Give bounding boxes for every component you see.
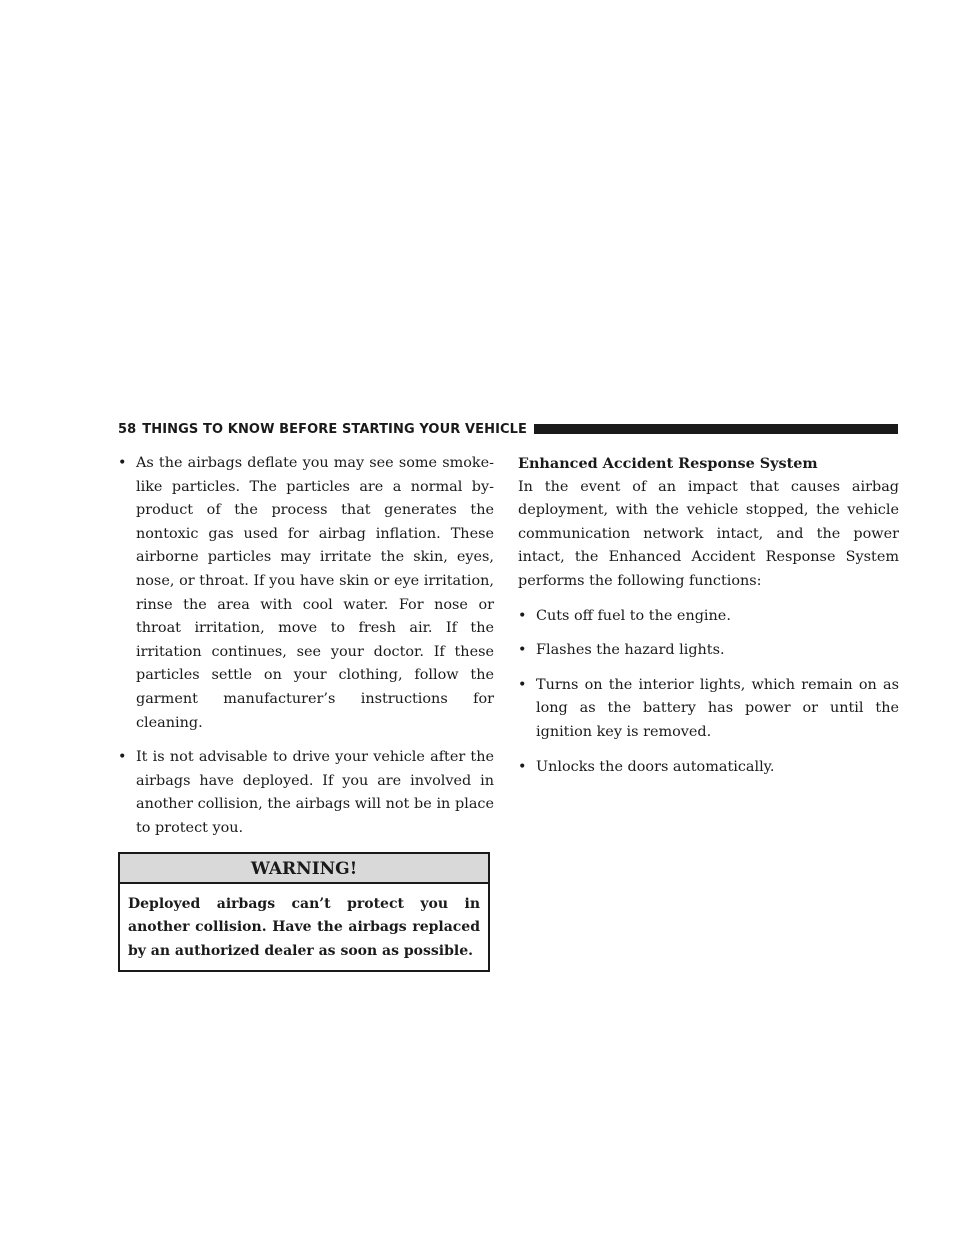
page-header	[118, 418, 898, 440]
bullet-dot: •	[118, 455, 127, 471]
bullet-text: It is not advisable to drive your vehicle after the airbags have deployed. If you are involved in another collision, the airbags will not be in place to protect you.	[136, 749, 494, 836]
page-number: 58	[118, 421, 137, 437]
bullet-item	[518, 756, 899, 780]
bullet-dot: •	[518, 642, 527, 659]
right-column	[518, 452, 899, 790]
warning-box	[118, 852, 490, 973]
header-bar	[534, 424, 898, 434]
warning-body: Deployed airbags can’t protect you in another collision. Have the airbags replaced by an authorized dealer as soon as possible.	[128, 895, 480, 959]
bullet-text: As the airbags deflate you may see some smoke-like particles. The particles are a normal by-product of the process that generates the nontoxic gas used for airbag inflation. These airborne particles may irritate the skin, eyes, nose, or throat. If you have skin or eye irritation, rinse the area with cool water. For nose or throat irritation, move to fresh air. If the irritation continues, see your doctor. If these particles settle on your clothing, follow the garment manufacturer’s instructions for cleaning.	[136, 455, 494, 731]
bullet-text: Unlocks the doors automatically.	[536, 758, 775, 775]
bullet-item	[518, 605, 899, 629]
bullet-item	[518, 639, 899, 663]
bullet-dot: •	[518, 607, 527, 624]
bullet-item	[118, 452, 494, 735]
left-column	[118, 452, 494, 972]
section-heading: Enhanced Accident Response System	[518, 455, 818, 472]
warning-title: WARNING!	[120, 854, 488, 884]
header-text	[118, 422, 527, 437]
section-title: THINGS TO KNOW BEFORE STARTING YOUR VEHICLE	[142, 421, 528, 437]
bullet-dot: •	[518, 676, 527, 693]
bullet-dot: •	[118, 749, 127, 766]
bullet-dot: •	[518, 758, 527, 775]
intro-paragraph: In the event of an impact that causes airbag deployment, with the vehicle stopped, the vehicle communication network intact, and the power intact, the Enhanced Accident Response System performs the following functions:	[518, 478, 899, 589]
bullet-item	[518, 674, 899, 745]
bullet-text: Flashes the hazard lights.	[536, 642, 725, 659]
bullet-text: Turns on the interior lights, which remain on as long as the battery has power or until the ignition key is removed.	[536, 676, 899, 740]
bullet-text: Cuts off fuel to the engine.	[536, 607, 731, 624]
bullet-item	[118, 746, 494, 840]
